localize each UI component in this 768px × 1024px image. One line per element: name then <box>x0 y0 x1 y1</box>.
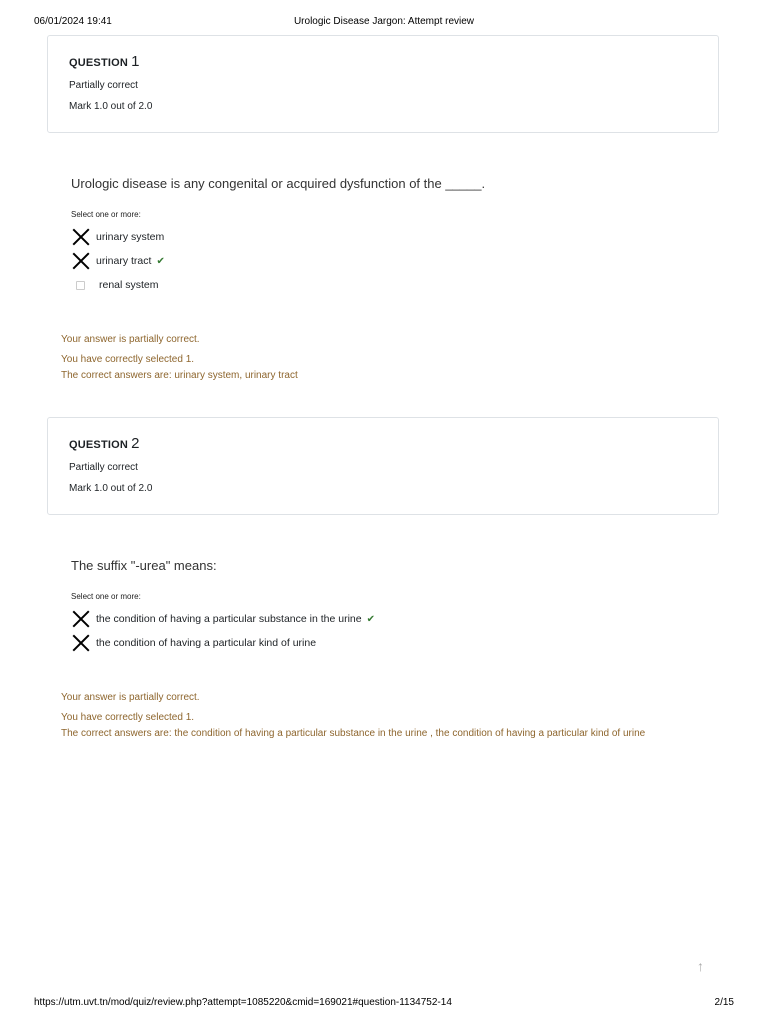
cross-icon <box>71 633 92 653</box>
print-header <box>34 16 734 30</box>
cross-icon <box>71 227 92 247</box>
question-1-text: Urologic disease is any congenital or acquired dysfunction of the _____. <box>71 176 486 191</box>
q1-option-urinary-tract[interactable] <box>71 251 165 271</box>
q1-feedback-details <box>61 352 701 384</box>
q2-option-kind[interactable] <box>71 633 316 653</box>
question-2-info <box>47 417 719 515</box>
cross-icon <box>71 251 92 271</box>
check-icon: ✔ <box>366 613 375 625</box>
check-icon: ✔ <box>156 255 165 267</box>
option-label: the condition of having a particular substance in the urine <box>96 613 362 625</box>
q1-option-urinary-system[interactable] <box>71 227 164 247</box>
arrow-up-icon[interactable]: ↑ <box>697 958 704 974</box>
q2-feedback-right-answer: The correct answers are: the condition of having a particular substance in the urine , the condition of having a particular kind of urine <box>61 728 646 739</box>
q1-feedback-summary: Your answer is partially correct. <box>61 334 200 345</box>
question-grade: Mark 1.0 out of 2.0 <box>69 101 153 112</box>
print-datetime: 06/01/2024 19:41 <box>34 16 112 27</box>
option-label: renal system <box>99 279 159 291</box>
q1-feedback-right-answer: The correct answers are: urinary system, urinary tract <box>61 370 298 381</box>
question-2-text: The suffix "-urea" means: <box>71 558 217 573</box>
question-state: Partially correct <box>69 462 138 473</box>
question-1-prompt: Select one or more: <box>71 210 141 219</box>
print-page-number: 2/15 <box>714 997 734 1008</box>
option-label: urinary system <box>96 231 165 243</box>
q2-feedback-summary: Your answer is partially correct. <box>61 692 200 703</box>
q2-option-substance[interactable] <box>71 609 375 629</box>
q1-option-renal-system[interactable] <box>71 275 159 295</box>
q2-feedback-count: You have correctly selected 1. <box>61 712 195 723</box>
question-number: QUESTION 2 <box>69 435 140 452</box>
question-state: Partially correct <box>69 80 138 91</box>
option-label: urinary tract <box>96 255 152 267</box>
question-number: QUESTION 1 <box>69 53 140 70</box>
question-grade: Mark 1.0 out of 2.0 <box>69 483 153 494</box>
option-label: the condition of having a particular kind of urine <box>96 637 317 649</box>
question-1-info <box>47 35 719 133</box>
cross-icon <box>71 609 92 629</box>
print-title: Urologic Disease Jargon: Attempt review <box>293 16 475 27</box>
q2-feedback-details <box>61 710 701 742</box>
question-2-prompt: Select one or more: <box>71 592 141 601</box>
checkbox[interactable] <box>76 281 85 290</box>
print-url: https://utm.uvt.tn/mod/quiz/review.php?attempt=1085220&cmid=169021#question-1134752-14 <box>34 997 452 1008</box>
q1-feedback-count: You have correctly selected 1. <box>61 354 195 365</box>
